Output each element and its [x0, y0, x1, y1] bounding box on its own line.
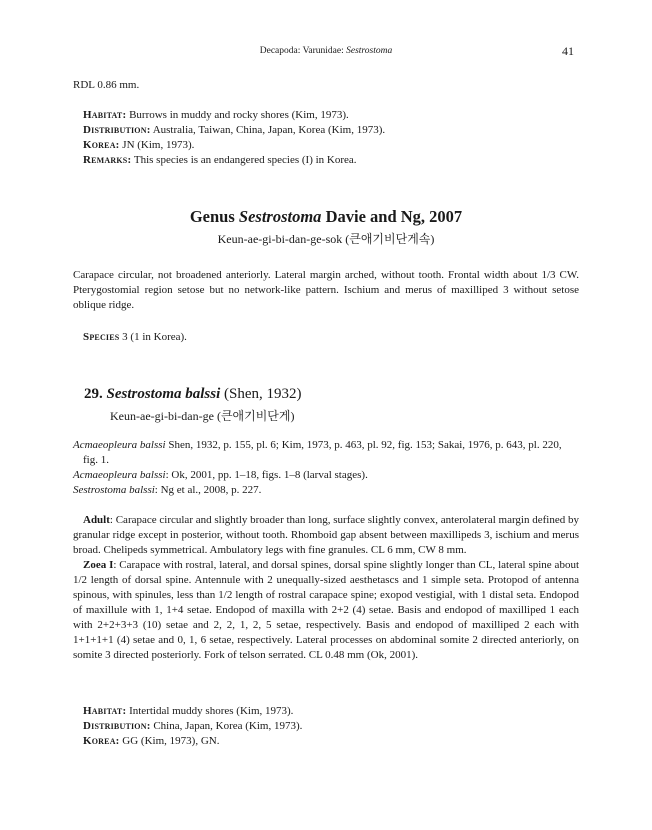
- remarks-text: This species is an endangered species (I) in Korea.: [131, 154, 357, 166]
- zoea-paragraph: [73, 558, 579, 663]
- synonym-citation: Shen, 1932, p. 155, pl. 6; Kim, 1973, p. 463, pl. 92, fig. 153; Sakai, 1976, p. 643, pl. 220, fig. 1.: [83, 439, 562, 466]
- adult-label: Adult: [83, 514, 110, 526]
- running-title-text: Decapoda: Varunidae:: [259, 46, 347, 56]
- korea-label: Korea:: [83, 735, 120, 747]
- distribution-line: [83, 719, 589, 734]
- synonym-name: Acmaeopleura balssi: [73, 469, 166, 481]
- page-number: 41: [562, 44, 574, 58]
- genus-korean-name: Keun-ae-gi-bi-dan-ge-sok (큰애기비단게속): [217, 232, 435, 246]
- synonymy-list: [73, 438, 579, 498]
- rdl-measurement: RDL 0.86 mm.: [73, 79, 140, 91]
- distribution-label: Distribution:: [83, 720, 151, 732]
- korea-text: JN (Kim, 1973).: [119, 139, 195, 151]
- habitat-line: [83, 704, 589, 719]
- zoea-label: Zoea I: [83, 559, 114, 571]
- distribution-line: [83, 123, 589, 138]
- habitat-text: Intertidal muddy shores (Kim, 1973).: [126, 705, 294, 717]
- species-number: 29.: [84, 386, 107, 402]
- synonym-entry: [73, 438, 579, 468]
- species-count-line: [73, 330, 589, 345]
- species-author: (Shen, 1932): [220, 386, 302, 402]
- synonym-citation: : Ok, 2001, pp. 1–18, figs. 1–8 (larval stages).: [165, 469, 368, 481]
- distribution-text: Australia, Taiwan, China, Japan, Korea (Kim, 1973).: [150, 124, 386, 136]
- synonym-citation: : Ng et al., 2008, p. 227.: [154, 484, 262, 496]
- genus-heading-author: Davie and Ng, 2007: [321, 207, 463, 226]
- species-count-text: 3 (1 in Korea).: [119, 331, 187, 343]
- habitat-label: Habitat:: [83, 109, 127, 121]
- species-notes: [73, 704, 589, 749]
- synonym-name: Sestrostoma balssi: [73, 484, 155, 496]
- running-title: [180, 46, 472, 56]
- distribution-label: Distribution:: [83, 124, 151, 136]
- korea-label: Korea:: [83, 139, 120, 151]
- adult-paragraph: [73, 513, 579, 558]
- korea-line: [83, 734, 589, 749]
- running-title-genus: Sestrostoma: [346, 46, 393, 56]
- running-header: [0, 44, 652, 60]
- genus-heading-prefix: Genus: [189, 207, 239, 226]
- habitat-text: Burrows in muddy and rocky shores (Kim, 1973).: [126, 109, 349, 121]
- species-korean-name: Keun-ae-gi-bi-dan-ge (큰애기비단게): [110, 409, 295, 423]
- genus-heading: [73, 207, 579, 227]
- remarks-label: Remarks:: [83, 154, 132, 166]
- zoea-text: : Carapace with rostral, lateral, and dorsal spines, dorsal spine slightly longer than CL, lateral spine about 1/2 length of dorsal spine. Antennule with 2 unequally-sized aesthetascs and 1 simple seta. Protopod of antenna spinous, with spinules, less than 1/2 length of rostral carapace spine; exopod vestigial, with 1 distal seta. Endopod of maxillule with 1, 1+4 setae. Endopod of maxilla with 2+2 (4) setae. Basis and endopod of maxilliped 1 each with 2+2+3+3 (10) setae and 2, 2, 1, 2, 5 setae, respectively. Basis and endopod of maxilliped 2 each with 1+1+1+1 (4) setae and 0, 1, 6 setae, respectively. Lateral processes on abdominal somite 2 directed anteriorly, on somite 3 directed posteriorly. Fork of telson serrated. CL 0.48 mm (Ok, 2001).: [73, 559, 579, 661]
- genus-description: Carapace circular, not broadened anteriorly. Lateral margin arched, without tooth. Frontal width about 1/3 CW. Pterygostomial region setose but no network-like pattern. Ischium and merus of maxilliped 3 without setose oblique ridge.: [73, 269, 579, 311]
- korea-line: [83, 138, 589, 153]
- synonym-entry: [73, 468, 579, 483]
- species-name: Sestrostoma balssi: [106, 386, 221, 402]
- habitat-label: Habitat:: [83, 705, 127, 717]
- species-heading: [84, 386, 302, 403]
- adult-text: : Carapace circular and slightly broader than long, surface slightly convex, anterolateral margin defined by granular ridge except in posterior, without tooth. Rhomboid gap absent between maxillipeds 3, ischium and merus broad. Chelipeds symmetrical. Ambulatory legs with fine granules. CL 6 mm, CW 8 mm.: [73, 514, 579, 556]
- synonym-entry: [73, 483, 579, 498]
- synonym-name: Acmaeopleura balssi: [73, 439, 166, 451]
- adult-description: [73, 513, 579, 663]
- habitat-line: [83, 108, 589, 123]
- korea-text: GG (Kim, 1973), GN.: [119, 735, 220, 747]
- distribution-text: China, Japan, Korea (Kim, 1973).: [150, 720, 303, 732]
- previous-species-notes: [73, 108, 589, 168]
- remarks-line: [83, 153, 589, 168]
- genus-heading-name: Sestrostoma: [238, 207, 322, 226]
- species-count-label: Species: [83, 331, 120, 343]
